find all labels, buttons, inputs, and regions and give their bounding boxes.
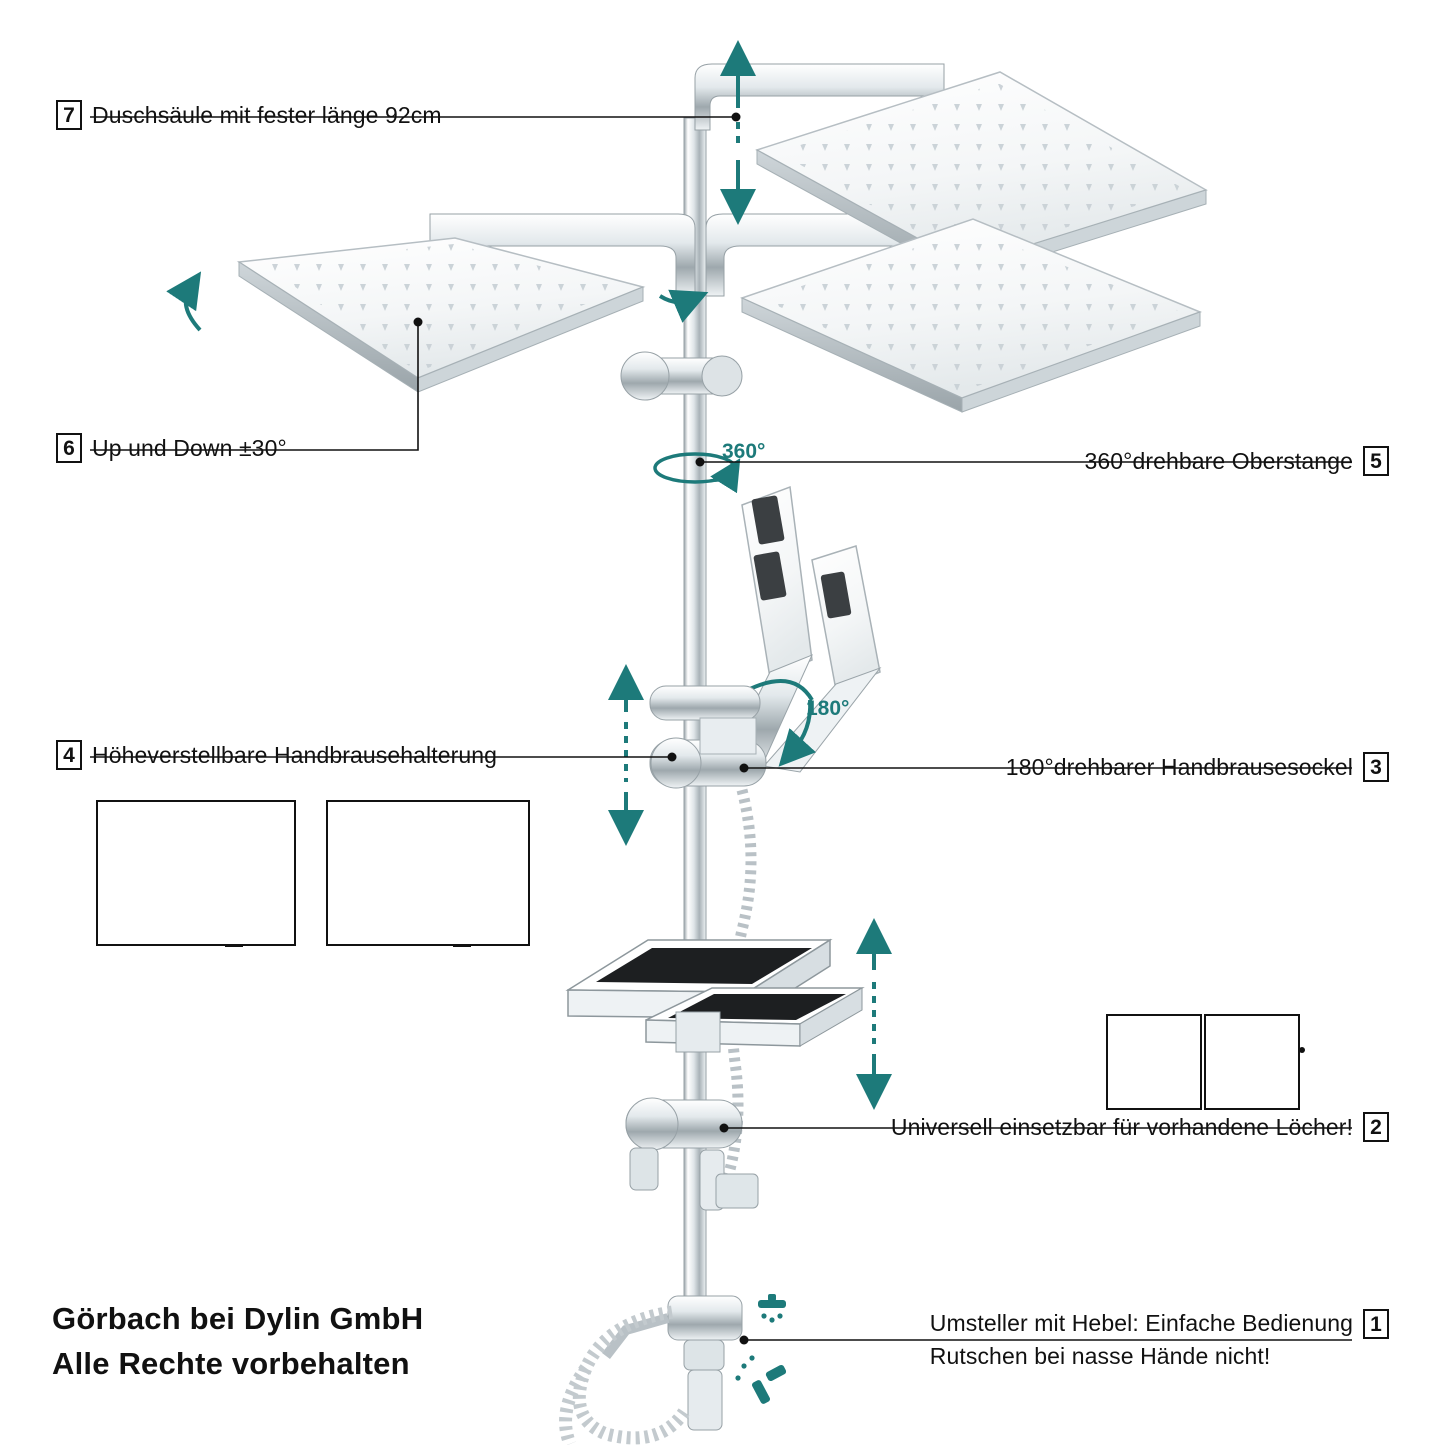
- callout-3-label: 180°drehbarer Handbrausesockel: [1005, 753, 1353, 780]
- rotation-180-label: 180°: [806, 697, 850, 720]
- hand-shower-right: [812, 546, 880, 690]
- brand-footer: [52, 1297, 423, 1387]
- callout-4-badge: 4: [56, 740, 82, 770]
- callout-1-label-line-2: Rutschen bei nasse Hände nicht!: [929, 1342, 1271, 1369]
- callout-2[interactable]: [891, 1112, 1389, 1142]
- callout-3[interactable]: [1006, 752, 1389, 782]
- callout-5-label: 360°drehbare Oberstange: [1084, 447, 1353, 474]
- shower-shelf: [568, 940, 862, 1052]
- overhead-shower-mode-icon-art: [758, 1294, 786, 1323]
- hand-shower-mode-icon-art: [735, 1355, 787, 1405]
- callout-6-label: Up und Down ±30°: [92, 434, 287, 461]
- callout-5-badge: 5: [1363, 446, 1389, 476]
- detail-box-rotate-lock: [96, 800, 296, 946]
- callout-7-label: Duschsäule mit fester länge 92cm: [92, 101, 442, 128]
- detail-box-slide-adjust: [326, 800, 530, 946]
- upper-slider-bracket: [621, 352, 742, 400]
- hand-shower-left: [742, 487, 812, 678]
- callout-6-badge: 6: [56, 433, 82, 463]
- callout-2-badge: 2: [1363, 1112, 1389, 1142]
- callout-2-label: Universell einsetzbar für vorhandene Löcher!: [890, 1113, 1353, 1140]
- callout-7[interactable]: [56, 100, 442, 130]
- hand-shower-holder: [650, 686, 766, 788]
- brand-line-2: Alle Rechte vorbehalten: [52, 1346, 410, 1382]
- tilt-arrow-left-head: [186, 288, 200, 330]
- callout-1-label-group: [930, 1307, 1353, 1372]
- diverter-body: [606, 1296, 742, 1430]
- callout-3-badge: 3: [1363, 752, 1389, 782]
- rain-shower-head-mid-right: [742, 219, 1200, 412]
- callout-1-label-line-1: Umsteller mit Hebel: Einfache Bedienung: [929, 1310, 1353, 1336]
- rain-shower-head-left: [239, 238, 643, 392]
- callout-4-label: Höheverstellbare Handbrausehalterung: [92, 741, 498, 768]
- callout-6[interactable]: [56, 433, 287, 463]
- callout-7-badge: 7: [56, 100, 82, 130]
- no-drill-icon: [1204, 1014, 1300, 1110]
- callout-1[interactable]: [930, 1307, 1389, 1372]
- rotation-360-label: 360°: [722, 440, 766, 463]
- callout-5[interactable]: [1084, 446, 1389, 476]
- brand-line-1: Görbach bei Dylin GmbH: [52, 1301, 424, 1337]
- no-hammer-icon: [1106, 1014, 1202, 1110]
- callout-1-badge: 1: [1363, 1309, 1389, 1339]
- callout-4[interactable]: [56, 740, 497, 770]
